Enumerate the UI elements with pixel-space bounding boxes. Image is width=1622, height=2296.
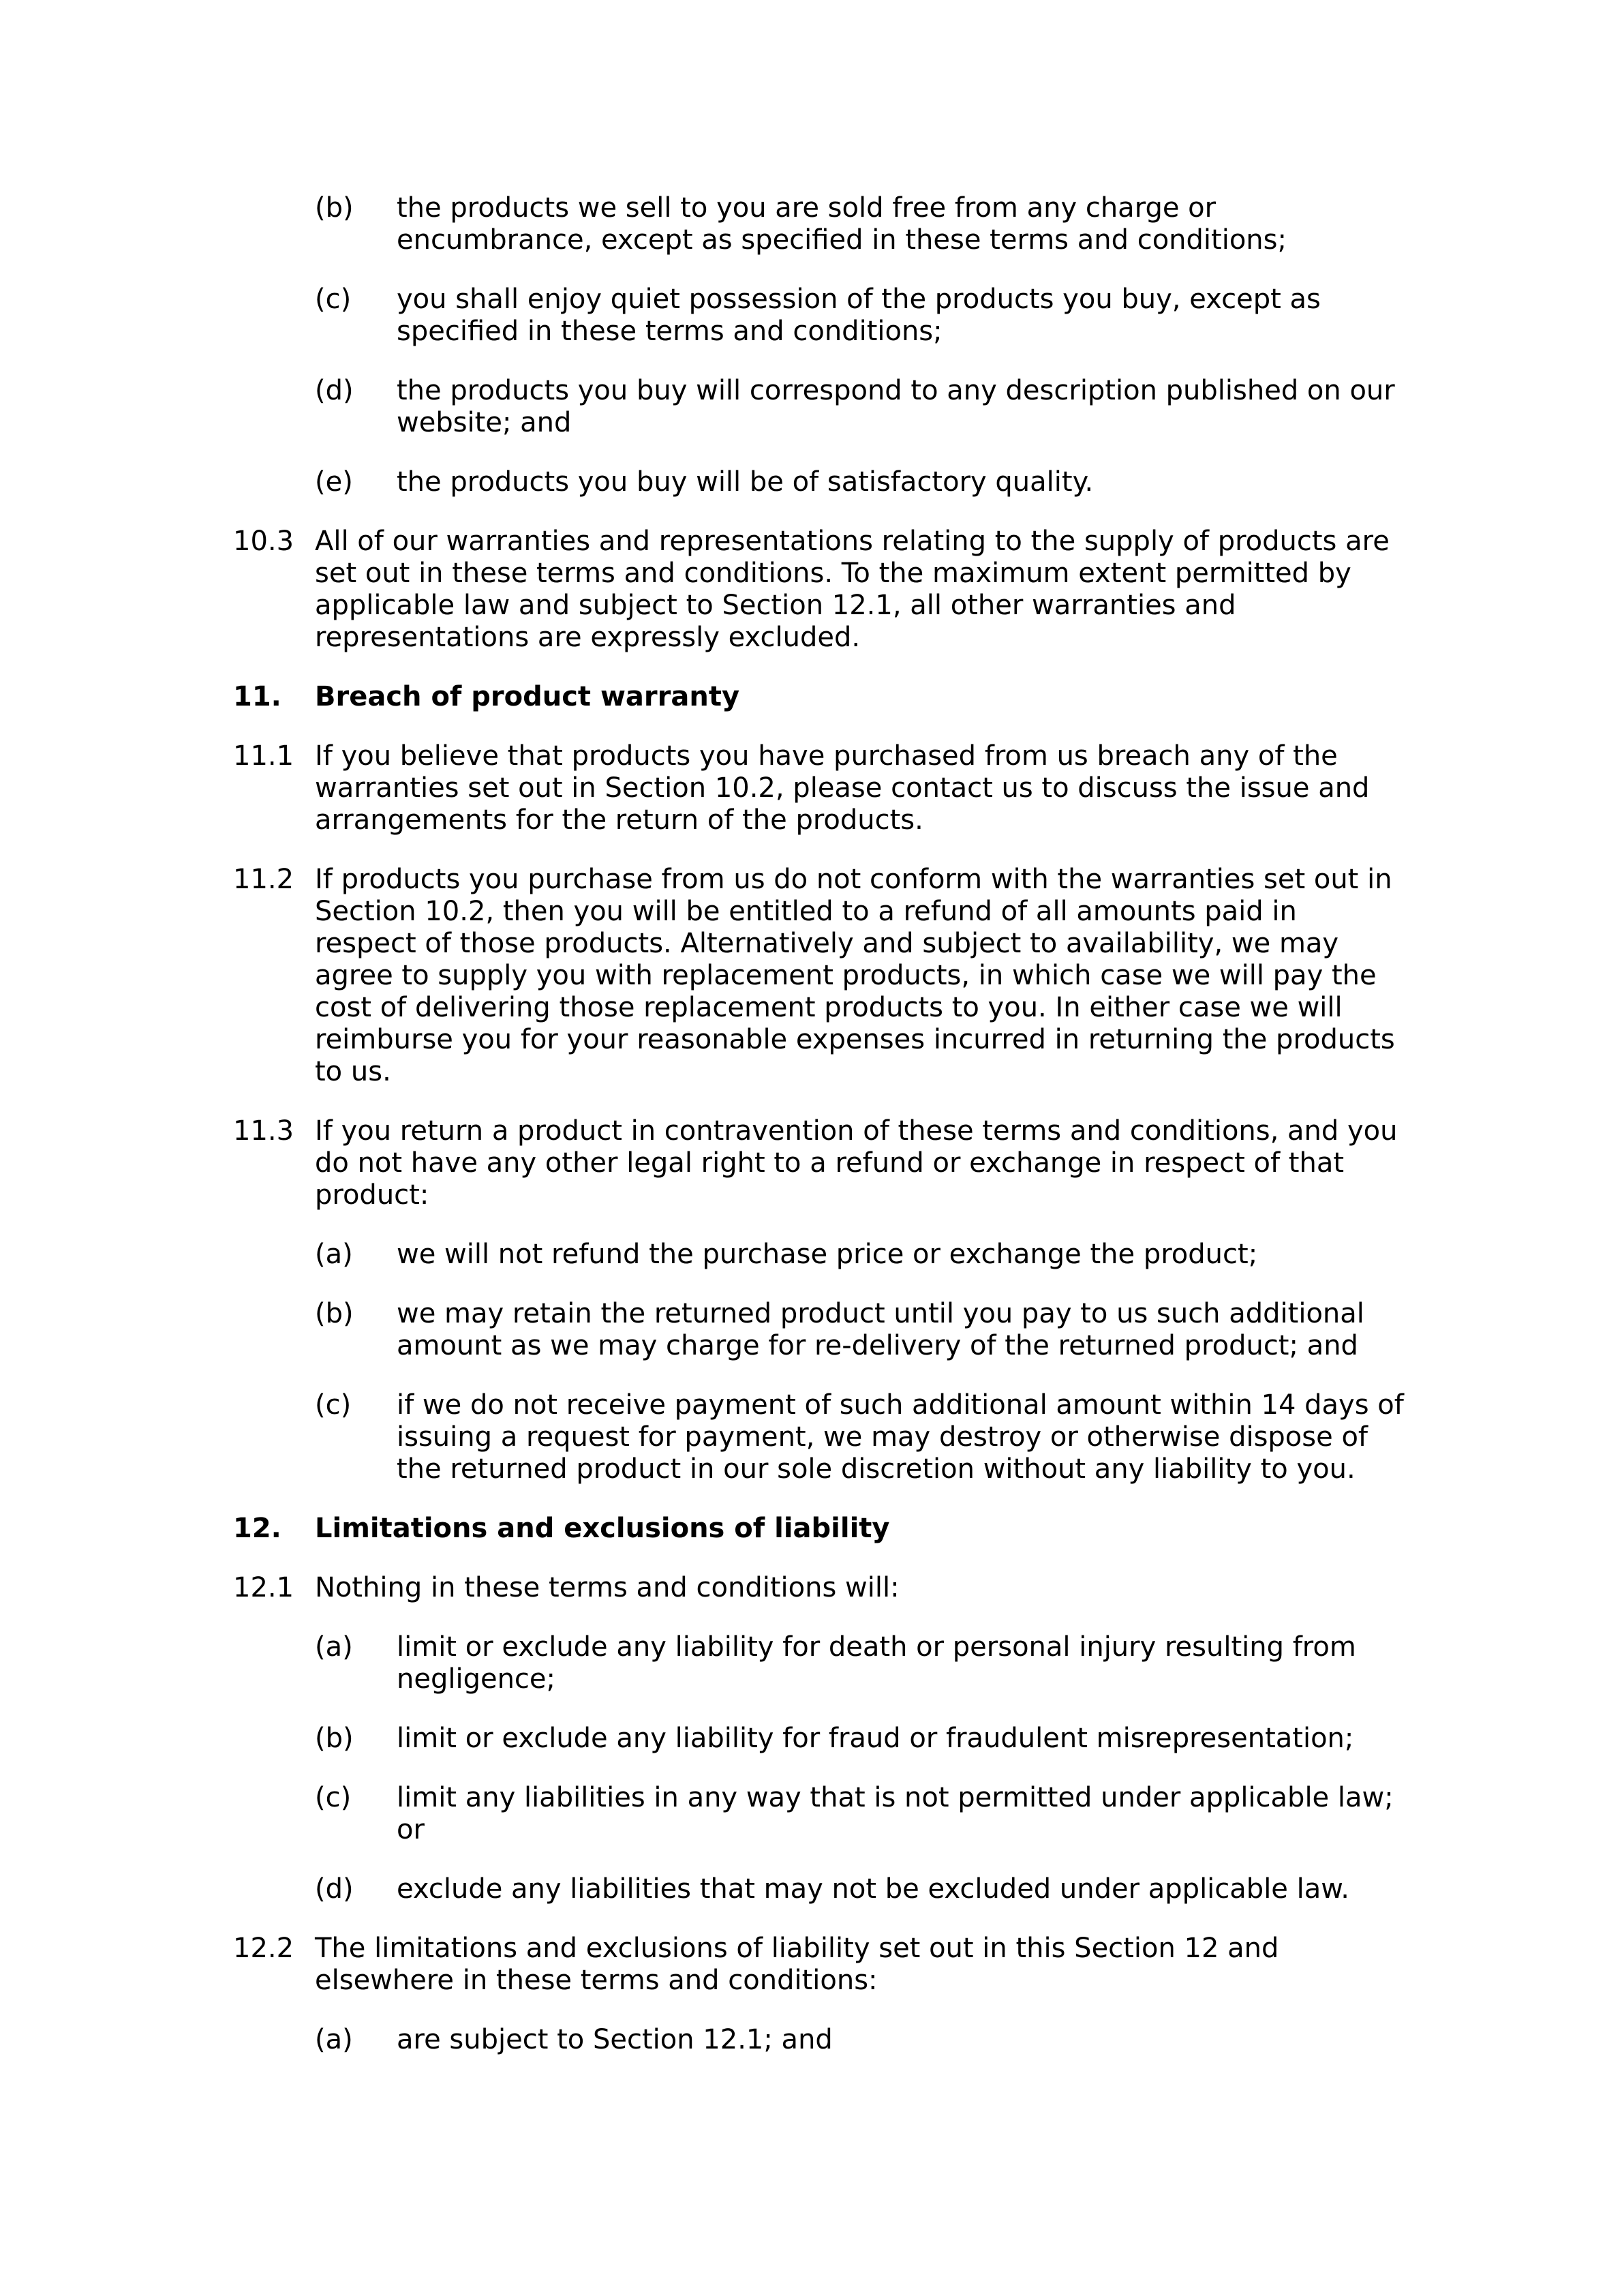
clause-10-3 [233,526,1405,654]
subclause-12-2-a [315,2024,1405,2056]
subclause-12-1-d [315,1873,1405,1905]
section-number: 11. [233,681,281,712]
subclause-10-2-d [315,375,1405,439]
clause-11-3 [233,1115,1405,1211]
clause-11-2 [233,864,1405,1088]
clause-12-2 [233,1933,1405,1997]
subclause-number: (c) [315,1782,352,1813]
subclause-number: (c) [315,1389,352,1421]
clause-number: 10.3 [233,526,294,557]
subclause-12-1-b [315,1723,1405,1755]
clause-12-1 [233,1572,1405,1604]
subclause-11-3-c [315,1389,1405,1485]
clause-text: If you believe that products you have purchased from us breach any of the warranties set out in Section 10.2, please contact us to discuss the issue and arrangements for the return of the products. [315,740,1370,836]
section-title: Breach of product warranty [315,681,740,712]
subclause-number: (a) [315,1631,353,1663]
subclause-number: (a) [315,2024,353,2055]
subclause-text: are subject to Section 12.1; and [397,2024,833,2055]
subclause-number: (a) [315,1239,353,1270]
subclause-number: (c) [315,284,352,315]
subclause-number: (d) [315,375,354,406]
clause-number: 11.2 [233,864,294,895]
section-title: Limitations and exclusions of liability [315,1513,890,1544]
clause-11-1 [233,740,1405,836]
section-heading-11 [233,681,1405,713]
subclause-text: the products you buy will be of satisfactory quality. [397,466,1094,498]
clause-text: The limitations and exclusions of liability set out in this Section 12 and elsewhere in these terms and conditions: [315,1933,1279,1996]
subclause-10-2-b [315,192,1405,256]
subclause-text: limit any liabilities in any way that is not permitted under applicable law; or [397,1782,1394,1845]
subclause-number: (b) [315,1723,354,1754]
section-number: 12. [233,1513,281,1544]
subclause-10-2-c [315,284,1405,348]
subclause-number: (d) [315,1873,354,1905]
subclause-number: (b) [315,1298,354,1329]
subclause-text: limit or exclude any liability for fraud or fraudulent misrepresentation; [397,1723,1354,1754]
subclause-text: if we do not receive payment of such additional amount within 14 days of issuing a request for payment, we may destroy or otherwise dispose of the returned product in our sole discretion without any liability to you. [397,1389,1404,1485]
subclause-text: we may retain the returned product until you pay to us such additional amount as we may charge for re-delivery of the returned product; and [397,1298,1364,1361]
clause-text: If products you purchase from us do not conform with the warranties set out in Section 10.2, then you will be entitled to a refund of all amounts paid in respect of those products. Alternatively and subject to availability, we may agree to supply you with replacement products, in which case we will pay the cost of delivering those replacement products to you. In either case we will reimburse you for your reasonable expenses incurred in returning the products to us. [315,864,1395,1087]
subclause-12-1-a [315,1631,1405,1695]
clause-number: 11.1 [233,740,294,772]
subclause-number: (e) [315,466,353,498]
subclause-11-3-b [315,1298,1405,1362]
clause-number: 12.2 [233,1933,294,1964]
subclause-text: the products you buy will correspond to any description published on our website; and [397,375,1395,438]
subclause-text: the products we sell to you are sold free from any charge or encumbrance, except as specified in these terms and conditions; [397,192,1287,256]
subclause-11-3-a [315,1239,1405,1271]
clause-text: All of our warranties and representations relating to the supply of products are set out in these terms and conditions. To the maximum extent permitted by applicable law and subject to Section 12.1, all other warranties and representations are expressly excluded. [315,526,1390,653]
subclause-12-1-c [315,1782,1405,1846]
subclause-number: (b) [315,192,354,224]
clause-number: 12.1 [233,1572,294,1603]
document-body [233,192,1405,2083]
clause-text: If you return a product in contravention of these terms and conditions, and you do not have any other legal right to a refund or exchange in respect of that product: [315,1115,1398,1211]
clause-number: 11.3 [233,1115,294,1147]
subclause-text: exclude any liabilities that may not be excluded under applicable law. [397,1873,1350,1905]
subclause-text: you shall enjoy quiet possession of the products you buy, except as specified in these terms and conditions; [397,284,1321,347]
subclause-text: limit or exclude any liability for death or personal injury resulting from negligence; [397,1631,1356,1695]
subclause-10-2-e [315,466,1405,498]
clause-text: Nothing in these terms and conditions will: [315,1572,900,1603]
section-heading-12 [233,1513,1405,1545]
subclause-text: we will not refund the purchase price or exchange the product; [397,1239,1258,1270]
